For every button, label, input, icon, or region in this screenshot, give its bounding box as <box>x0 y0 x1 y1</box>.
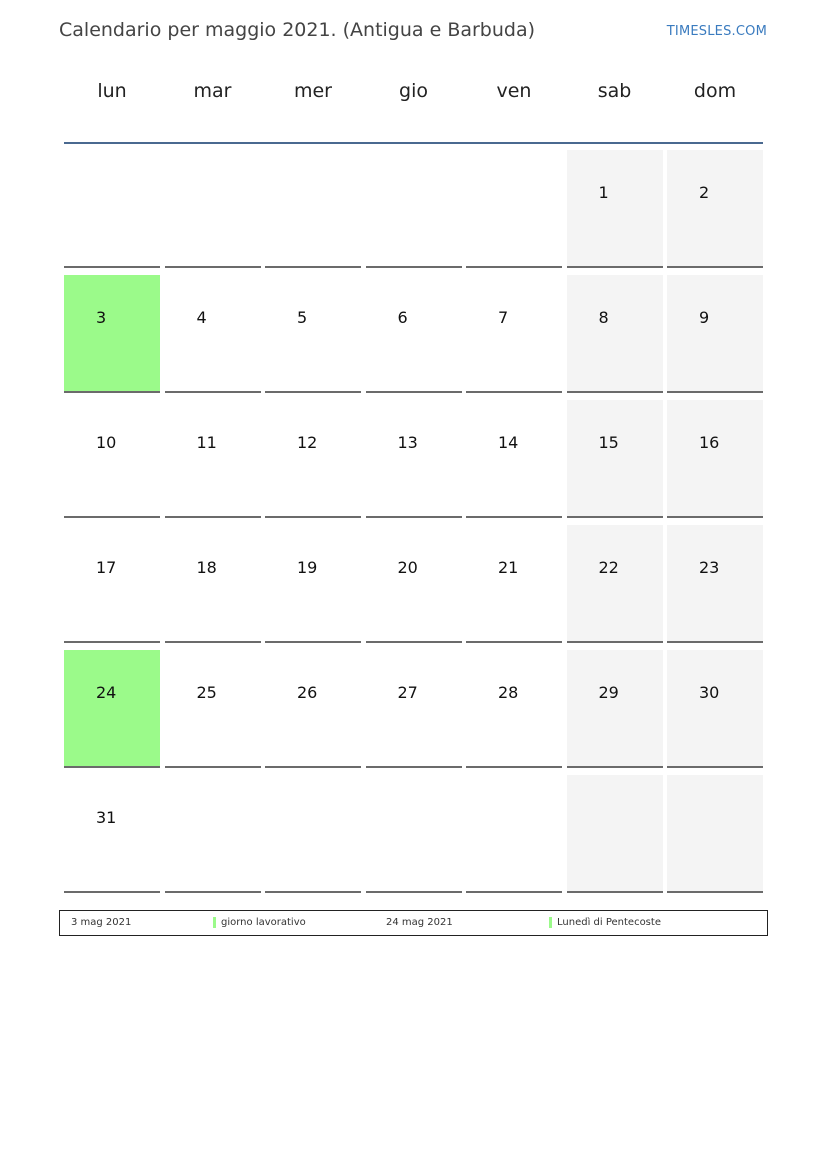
day-cell[interactable] <box>165 275 261 393</box>
day-cell[interactable] <box>366 525 462 643</box>
day-number: 16 <box>699 433 720 452</box>
day-cell[interactable] <box>265 400 361 518</box>
day-cell[interactable] <box>567 400 663 518</box>
day-cell[interactable] <box>64 775 160 893</box>
day-cell[interactable] <box>567 150 663 268</box>
empty-day-cell <box>466 150 562 268</box>
day-number: 15 <box>598 433 619 452</box>
day-cell[interactable] <box>366 650 462 768</box>
day-cell[interactable] <box>567 525 663 643</box>
day-cell[interactable] <box>165 400 261 518</box>
day-number: 2 <box>699 183 710 202</box>
day-cell[interactable] <box>667 150 763 268</box>
day-cell[interactable] <box>366 275 462 393</box>
day-cell[interactable] <box>64 525 160 643</box>
day-number: 1 <box>598 183 609 202</box>
legend-box <box>59 910 768 936</box>
day-number: 28 <box>498 683 519 702</box>
empty-day-cell <box>667 775 763 893</box>
day-number: 22 <box>598 558 619 577</box>
day-cell[interactable] <box>667 525 763 643</box>
day-cell[interactable] <box>64 275 160 393</box>
brand-link[interactable]: TIMESLES.COM <box>666 24 767 39</box>
day-cell[interactable] <box>265 275 361 393</box>
day-cell[interactable] <box>64 400 160 518</box>
day-cell[interactable] <box>366 400 462 518</box>
day-number: 17 <box>96 558 117 577</box>
weekday-label: ven <box>496 80 532 102</box>
weekday-header <box>64 80 763 130</box>
legend-date: 24 mag 2021 <box>386 917 453 928</box>
day-number: 10 <box>96 433 117 452</box>
day-number: 11 <box>196 433 217 452</box>
day-number: 4 <box>196 308 207 327</box>
day-number: 23 <box>699 558 720 577</box>
empty-day-cell <box>366 775 462 893</box>
day-cell[interactable] <box>667 650 763 768</box>
legend-date: 3 mag 2021 <box>71 917 132 928</box>
day-cell[interactable] <box>567 650 663 768</box>
legend-swatch <box>213 917 216 928</box>
day-number: 5 <box>297 308 308 327</box>
empty-day-cell <box>265 775 361 893</box>
day-cell[interactable] <box>466 275 562 393</box>
weekday-label: gio <box>399 80 428 102</box>
legend-label: Lunedì di Pentecoste <box>557 917 661 928</box>
day-number: 25 <box>196 683 217 702</box>
weekday-label: dom <box>693 80 737 102</box>
legend-swatch <box>549 917 552 928</box>
header-divider <box>64 142 763 144</box>
day-number: 13 <box>397 433 418 452</box>
day-number: 6 <box>397 308 408 327</box>
empty-day-cell <box>366 150 462 268</box>
empty-day-cell <box>265 150 361 268</box>
empty-day-cell <box>64 150 160 268</box>
day-number: 24 <box>96 683 117 702</box>
empty-day-cell <box>165 775 261 893</box>
weekday-label: mar <box>193 80 232 102</box>
day-cell[interactable] <box>64 650 160 768</box>
day-cell[interactable] <box>667 275 763 393</box>
day-number: 26 <box>297 683 318 702</box>
day-cell[interactable] <box>265 650 361 768</box>
day-cell[interactable] <box>466 400 562 518</box>
day-number: 31 <box>96 808 117 827</box>
empty-day-cell <box>466 775 562 893</box>
weekday-label: sab <box>597 80 632 102</box>
day-cell[interactable] <box>165 650 261 768</box>
day-cell[interactable] <box>667 400 763 518</box>
page-title: Calendario per maggio 2021. (Antigua e Barbuda) <box>59 19 536 41</box>
day-number: 8 <box>598 308 609 327</box>
weekday-label: mer <box>293 80 332 102</box>
day-number: 9 <box>699 308 710 327</box>
day-number: 20 <box>397 558 418 577</box>
day-cell[interactable] <box>265 525 361 643</box>
day-number: 12 <box>297 433 318 452</box>
day-cell[interactable] <box>466 650 562 768</box>
weekday-label: lun <box>97 80 127 102</box>
legend-label: giorno lavorativo <box>221 917 306 928</box>
empty-day-cell <box>567 775 663 893</box>
day-number: 19 <box>297 558 318 577</box>
day-number: 21 <box>498 558 519 577</box>
day-number: 30 <box>699 683 720 702</box>
day-number: 14 <box>498 433 519 452</box>
day-cell[interactable] <box>466 525 562 643</box>
day-number: 27 <box>397 683 418 702</box>
empty-day-cell <box>165 150 261 268</box>
day-cell[interactable] <box>567 275 663 393</box>
day-number: 29 <box>598 683 619 702</box>
day-cell[interactable] <box>165 525 261 643</box>
day-number: 18 <box>196 558 217 577</box>
day-number: 3 <box>96 308 107 327</box>
day-number: 7 <box>498 308 509 327</box>
